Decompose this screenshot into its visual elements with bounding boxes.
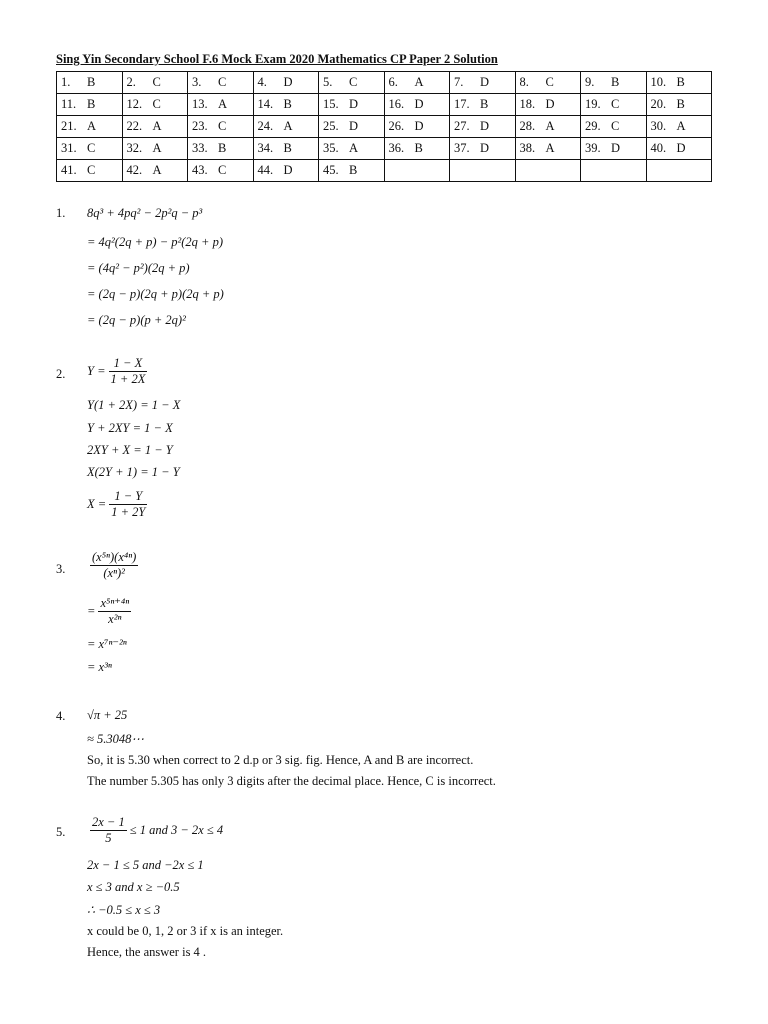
answer-row (57, 72, 712, 94)
answer-cell (515, 94, 581, 116)
answer-letter: A (349, 141, 359, 155)
answer-letter: A (152, 119, 162, 133)
question-number: 19. (585, 97, 601, 111)
answer-letter: B (283, 97, 292, 111)
answer-cell (581, 160, 647, 182)
page-title: Sing Yin Secondary School F.6 Mock Exam 2020 Mathematics CP Paper 2 Solution (56, 52, 498, 66)
q3-first-expression (87, 550, 141, 581)
answer-letter: D (480, 141, 490, 155)
answer-letter (409, 163, 415, 177)
q3-line-2: = x³ⁿ (87, 660, 112, 674)
q1-number: 1. (56, 206, 66, 220)
answer-letter: D (545, 97, 555, 111)
answer-letter: A (152, 141, 162, 155)
answer-cell (450, 138, 516, 160)
answer-letter: B (611, 75, 620, 89)
question-number: 32. (126, 141, 143, 155)
question-number: 15. (323, 97, 339, 111)
q5-first-line (87, 815, 223, 846)
question-number: 3. (192, 75, 202, 89)
question-number: 30. (650, 119, 667, 133)
answer-letter: C (87, 163, 96, 177)
answer-letter: D (349, 97, 359, 111)
question-number: 20. (650, 97, 667, 111)
answer-cell (646, 94, 712, 116)
answer-letter: C (218, 119, 227, 133)
q4-line-3: So, it is 5.30 when correct to 2 d.p or 3 sig. fig. Hence, A and B are incorrect. (87, 753, 474, 767)
question-number: 26. (388, 119, 405, 133)
q5-line-2: x ≤ 3 and x ≥ −0.5 (87, 880, 180, 894)
answer-cell (122, 138, 188, 160)
q5-first-numerator: 2x − 1 (92, 815, 125, 829)
q5-line-3: ∴ −0.5 ≤ x ≤ 3 (87, 903, 161, 917)
answer-cell (581, 94, 647, 116)
answer-cell (384, 116, 450, 138)
answer-letter (605, 163, 611, 177)
answer-letter: B (676, 75, 685, 89)
answer-letter: B (218, 141, 227, 155)
answer-cell (57, 116, 123, 138)
answer-letter: B (676, 97, 685, 111)
answer-cell (450, 72, 516, 94)
q5-first-fraction (90, 815, 127, 846)
answer-letter: B (87, 75, 96, 89)
answer-letter: C (611, 119, 620, 133)
answer-letter: C (218, 163, 227, 177)
question-number: 33. (192, 141, 208, 155)
question-number: 12. (126, 97, 143, 111)
answer-letter: B (283, 141, 292, 155)
q5-line-4: x could be 0, 1, 2 or 3 if x is an integer. (87, 924, 284, 938)
answer-cell (319, 138, 385, 160)
answer-letter: D (283, 75, 293, 89)
q2-last-equation (87, 489, 150, 520)
answer-cell (188, 160, 254, 182)
q1-line-2: = 4q²(2q + p) − p²(2q + p) (87, 235, 224, 249)
answer-cell (646, 72, 712, 94)
answer-letter: C (152, 75, 161, 89)
question-number: 8. (519, 75, 529, 89)
answer-cell (450, 94, 516, 116)
answer-cell (122, 72, 188, 94)
q4-line-2: ≈ 5.3048⋯ (87, 732, 144, 746)
q2-first-lhs: Y = (87, 364, 106, 378)
answer-cell (253, 138, 319, 160)
question-number: 6. (388, 75, 398, 89)
answer-cell (384, 94, 450, 116)
answer-cell (57, 94, 123, 116)
q3-second-numerator: x⁵ⁿ⁺⁴ⁿ (100, 596, 130, 610)
question-number: 22. (126, 119, 143, 133)
answer-letter: B (349, 163, 358, 177)
question-number: 4. (257, 75, 267, 89)
answer-cell (581, 138, 647, 160)
answer-letter: D (414, 119, 424, 133)
answer-letter: D (414, 97, 424, 111)
answer-cell (515, 72, 581, 94)
question-number: 1. (61, 75, 71, 89)
answer-letter: C (152, 97, 161, 111)
question-number: 37. (454, 141, 470, 155)
answer-cell (319, 160, 385, 182)
answer-letter: A (545, 119, 555, 133)
q5-line-5: Hence, the answer is 4 . (87, 945, 207, 959)
question-number: 9. (585, 75, 595, 89)
q5-first-denominator: 5 (105, 831, 112, 845)
answer-cell (122, 116, 188, 138)
answer-letter: D (611, 141, 621, 155)
answer-cell (57, 72, 123, 94)
q3-second-expression (87, 596, 134, 627)
question-number: 11. (61, 97, 77, 111)
answer-cell (450, 160, 516, 182)
answer-cell (646, 160, 712, 182)
q2-last-fraction (109, 489, 147, 520)
q4-line-1: √π + 25 (87, 708, 128, 722)
q1-line-5: = (2q − p)(p + 2q)² (87, 313, 186, 327)
answer-cell (515, 160, 581, 182)
question-number: 5. (323, 75, 333, 89)
answer-letter: B (414, 141, 423, 155)
question-number: 16. (388, 97, 405, 111)
q3-line-1: = x⁷ⁿ⁻²ⁿ (87, 637, 127, 651)
answer-letter: A (87, 119, 97, 133)
answer-cell (581, 72, 647, 94)
answer-cell (122, 94, 188, 116)
question-number: 35. (323, 141, 339, 155)
answer-letter: A (676, 119, 686, 133)
q2-line-4: X(2Y + 1) = 1 − Y (87, 465, 180, 479)
q2-line-3: 2XY + X = 1 − Y (87, 443, 173, 457)
question-number: 29. (585, 119, 601, 133)
question-number: 21. (61, 119, 77, 133)
question-number: 27. (454, 119, 470, 133)
question-number: 36. (388, 141, 405, 155)
answer-letter: D (480, 119, 490, 133)
answer-letter: C (545, 75, 554, 89)
question-number: 45. (323, 163, 339, 177)
q3-second-fraction (98, 596, 131, 627)
answer-cell (384, 138, 450, 160)
answer-letter (474, 163, 480, 177)
answer-cell (384, 160, 450, 182)
q3-second-lhs: = (87, 604, 96, 618)
answer-cell (384, 72, 450, 94)
q3-second-denominator: x²ⁿ (108, 612, 122, 626)
answer-letter: A (152, 163, 162, 177)
q2-first-equation (87, 356, 150, 387)
q1-line-4: = (2q − p)(2q + p)(2q + p) (87, 287, 224, 301)
answer-cell (253, 94, 319, 116)
answer-cell (450, 116, 516, 138)
answer-row (57, 94, 712, 116)
answer-cell (646, 116, 712, 138)
answer-letter: B (87, 97, 96, 111)
answer-cell (253, 160, 319, 182)
answer-cell (646, 138, 712, 160)
answer-cell (188, 116, 254, 138)
question-number: 34. (257, 141, 274, 155)
q1-line-3: = (4q² − p²)(2q + p) (87, 261, 190, 275)
q2-last-denominator: 1 + 2Y (111, 505, 146, 519)
q5-number: 5. (56, 825, 66, 839)
answer-letter: C (611, 97, 620, 111)
answer-cell (188, 72, 254, 94)
question-number: 24. (257, 119, 274, 133)
answer-cell (515, 116, 581, 138)
question-number: 28. (519, 119, 536, 133)
q4-number: 4. (56, 709, 66, 723)
answer-letter: D (283, 163, 293, 177)
question-number: 10. (650, 75, 667, 89)
question-number: 7. (454, 75, 464, 89)
answer-cell (122, 160, 188, 182)
q2-line-2: Y + 2XY = 1 − X (87, 421, 173, 435)
question-number: 25. (323, 119, 339, 133)
question-number: 40. (650, 141, 667, 155)
q3-first-fraction (90, 550, 138, 581)
answer-row (57, 138, 712, 160)
question-number: 23. (192, 119, 208, 133)
answer-row (57, 160, 712, 182)
q5-first-rest: ≤ 1 and 3 − 2x ≤ 4 (129, 823, 224, 837)
question-number: 41. (61, 163, 77, 177)
question-number: 2. (126, 75, 136, 89)
q2-last-lhs: X = (87, 497, 107, 511)
question-number: 31. (61, 141, 77, 155)
answer-cell (253, 116, 319, 138)
answer-letter (540, 163, 546, 177)
answer-letter: C (87, 141, 96, 155)
q3-first-denominator: (xⁿ)² (103, 566, 125, 580)
answer-letter: C (218, 75, 227, 89)
q3-first-numerator: (x⁵ⁿ)(x⁴ⁿ) (92, 550, 137, 564)
answer-cell (319, 94, 385, 116)
answer-key-table (56, 71, 712, 182)
answer-letter: D (676, 141, 686, 155)
answer-cell (188, 94, 254, 116)
q4-line-4: The number 5.305 has only 3 digits after the decimal place. Hence, C is incorrect. (87, 774, 496, 788)
answer-letter: A (283, 119, 293, 133)
q3-number: 3. (56, 562, 66, 576)
answer-cell (319, 72, 385, 94)
answer-letter (671, 163, 677, 177)
question-number: 44. (257, 163, 274, 177)
answer-cell (581, 116, 647, 138)
question-number: 42. (126, 163, 143, 177)
q1-line-1: 8q³ + 4pq² − 2p²q − p³ (87, 206, 203, 220)
answer-row (57, 116, 712, 138)
question-number: 43. (192, 163, 208, 177)
answer-letter: A (414, 75, 424, 89)
answer-cell (515, 138, 581, 160)
answer-cell (253, 72, 319, 94)
answer-letter: B (480, 97, 489, 111)
answer-letter: A (218, 97, 228, 111)
answer-letter: A (545, 141, 555, 155)
q2-first-fraction (109, 356, 148, 387)
question-number: 13. (192, 97, 208, 111)
question-number: 17. (454, 97, 470, 111)
question-number: 38. (519, 141, 536, 155)
question-number: 39. (585, 141, 601, 155)
q2-first-numerator: 1 − X (109, 356, 148, 372)
q2-line-1: Y(1 + 2X) = 1 − X (87, 398, 181, 412)
answer-letter: D (480, 75, 490, 89)
answer-cell (57, 160, 123, 182)
question-number: 18. (519, 97, 536, 111)
q2-number: 2. (56, 367, 66, 381)
answer-letter: D (349, 119, 359, 133)
q2-last-numerator: 1 − Y (109, 489, 147, 505)
q2-first-denominator: 1 + 2X (110, 372, 146, 386)
q5-line-1: 2x − 1 ≤ 5 and −2x ≤ 1 (87, 858, 204, 872)
answer-cell (319, 116, 385, 138)
answer-cell (188, 138, 254, 160)
answer-cell (57, 138, 123, 160)
answer-letter: C (349, 75, 358, 89)
question-number: 14. (257, 97, 274, 111)
